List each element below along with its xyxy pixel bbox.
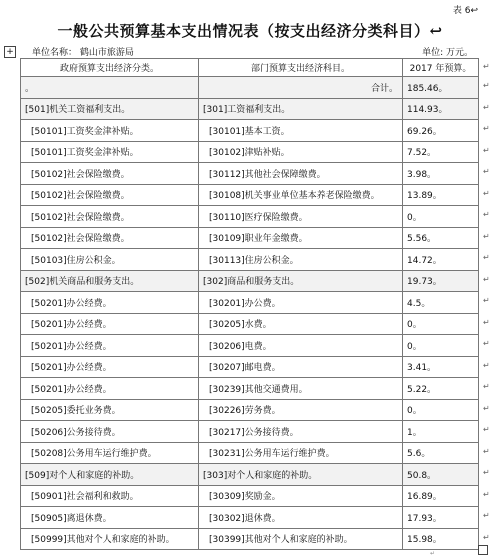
paragraph-mark: ↵ <box>430 550 436 557</box>
budget-amount-cell: 14.72。 <box>403 249 479 271</box>
dept-classification-cell: [30108]机关事业单位基本养老保险缴费。 <box>199 184 403 206</box>
dept-classification-cell: [302]商品和服务支出。 <box>199 270 403 292</box>
row-end-mark: ↵ <box>483 210 490 220</box>
table-row <box>21 356 479 378</box>
row-end-mark: ↵ <box>483 102 490 112</box>
header-dept-classification: 部门预算支出经济科目。 <box>199 59 403 77</box>
gov-classification-cell: [50102]社会保险缴费。 <box>21 163 199 185</box>
dept-classification-cell: 合计。 <box>199 77 403 99</box>
gov-classification-cell: [50905]离退休费。 <box>21 507 199 529</box>
gov-classification-cell: [50205]委托业务费。 <box>21 399 199 421</box>
budget-amount-cell: 3.41。 <box>403 356 479 378</box>
dept-classification-cell: [30101]基本工资。 <box>199 120 403 142</box>
table-row <box>21 399 479 421</box>
gov-classification-cell: [509]对个人和家庭的补助。 <box>21 464 199 486</box>
row-end-mark: ↵ <box>483 468 490 478</box>
budget-amount-cell: 0。 <box>403 335 479 357</box>
unit-name-label: 单位名称： 鹤山市旅游局 <box>32 48 134 58</box>
gov-classification-cell: [50102]社会保险缴费。 <box>21 184 199 206</box>
table-row <box>21 507 479 529</box>
row-end-mark: ↵ <box>483 81 490 91</box>
dept-classification-cell: [303]对个人和家庭的补助。 <box>199 464 403 486</box>
gov-classification-cell: [50101]工资奖金津补贴。 <box>21 141 199 163</box>
row-end-mark: ↵ <box>483 446 490 456</box>
header-budget-2017: 2017 年预算。 <box>403 59 479 77</box>
gov-classification-cell: [50208]公务用车运行维护费。 <box>21 442 199 464</box>
header-gov-classification: 政府预算支出经济分类。 <box>21 59 199 77</box>
document-title: 一般公共预算基本支出情况表（按支出经济分类科目）↩ <box>57 22 443 40</box>
table-row <box>21 313 479 335</box>
row-end-mark: ↵ <box>483 532 490 542</box>
table-row <box>21 464 479 486</box>
table-row <box>21 249 479 271</box>
table-row <box>21 421 479 443</box>
budget-amount-cell: 17.93。 <box>403 507 479 529</box>
gov-classification-cell: 。 <box>21 77 199 99</box>
row-end-mark: ↵ <box>483 511 490 521</box>
table-header-row <box>21 59 479 77</box>
budget-amount-cell: 5.22。 <box>403 378 479 400</box>
dept-classification-cell: [30102]津贴补贴。 <box>199 141 403 163</box>
dept-classification-cell: [30112]其他社会保障缴费。 <box>199 163 403 185</box>
gov-classification-cell: [50102]社会保险缴费。 <box>21 206 199 228</box>
gov-classification-cell: [50901]社会福利和救助。 <box>21 485 199 507</box>
table-row <box>21 141 479 163</box>
row-end-mark: ↵ <box>483 489 490 499</box>
table-row <box>21 206 479 228</box>
row-end-mark: ↵ <box>483 317 490 327</box>
dept-classification-cell: [30302]退休费。 <box>199 507 403 529</box>
gov-classification-cell: [50201]办公经费。 <box>21 356 199 378</box>
budget-amount-cell: 114.93。 <box>403 98 479 120</box>
row-end-mark: ↵ <box>483 61 490 71</box>
table-row <box>21 485 479 507</box>
row-end-mark: ↵ <box>483 296 490 306</box>
budget-amount-cell: 15.98。 <box>403 528 479 550</box>
row-end-mark: ↵ <box>483 382 490 392</box>
dept-classification-cell: [30309]奖励金。 <box>199 485 403 507</box>
budget-amount-cell: 4.5。 <box>403 292 479 314</box>
currency-unit-label: 单位: 万元。 <box>422 48 473 58</box>
table-resize-handle-icon[interactable] <box>478 545 488 555</box>
gov-classification-cell: [50103]住房公积金。 <box>21 249 199 271</box>
budget-amount-cell: 7.52。 <box>403 141 479 163</box>
table-row <box>21 163 479 185</box>
budget-amount-cell: 0。 <box>403 399 479 421</box>
dept-classification-cell: [30239]其他交通费用。 <box>199 378 403 400</box>
gov-classification-cell: [50201]办公经费。 <box>21 313 199 335</box>
gov-classification-cell: [50201]办公经费。 <box>21 378 199 400</box>
row-end-mark: ↵ <box>483 231 490 241</box>
table-row <box>21 184 479 206</box>
row-end-mark: ↵ <box>483 253 490 263</box>
budget-amount-cell: 69.26。 <box>403 120 479 142</box>
gov-classification-cell: [50201]办公经费。 <box>21 292 199 314</box>
table-row <box>21 442 479 464</box>
gov-classification-cell: [50102]社会保险缴费。 <box>21 227 199 249</box>
budget-amount-cell: 3.98。 <box>403 163 479 185</box>
budget-amount-cell: 50.8。 <box>403 464 479 486</box>
row-end-mark: ↵ <box>483 425 490 435</box>
row-end-mark: ↵ <box>483 339 490 349</box>
budget-amount-cell: 0。 <box>403 206 479 228</box>
table-row <box>21 528 479 550</box>
budget-amount-cell: 5.6。 <box>403 442 479 464</box>
gov-classification-cell: [501]机关工资福利支出。 <box>21 98 199 120</box>
budget-amount-cell: 13.89。 <box>403 184 479 206</box>
dept-classification-cell: [30399]其他对个人和家庭的补助。 <box>199 528 403 550</box>
table-number: 表 6↩ <box>452 6 478 16</box>
gov-classification-cell: [50206]公务接待费。 <box>21 421 199 443</box>
dept-classification-cell: [30205]水费。 <box>199 313 403 335</box>
row-end-mark: ↵ <box>483 403 490 413</box>
row-end-mark: ↵ <box>483 145 490 155</box>
budget-amount-cell: 19.73。 <box>403 270 479 292</box>
table-row <box>21 120 479 142</box>
dept-classification-cell: [30201]办公费。 <box>199 292 403 314</box>
gov-classification-cell: [50101]工资奖金津补贴。 <box>21 120 199 142</box>
dept-classification-cell: [301]工资福利支出。 <box>199 98 403 120</box>
table-move-handle-icon[interactable]: + <box>4 46 16 58</box>
table-row <box>21 335 479 357</box>
table-row <box>21 98 479 120</box>
budget-amount-cell: 1。 <box>403 421 479 443</box>
budget-amount-cell: 0。 <box>403 313 479 335</box>
row-end-mark: ↵ <box>483 167 490 177</box>
dept-classification-cell: [30226]劳务费。 <box>199 399 403 421</box>
table-row <box>21 270 479 292</box>
dept-classification-cell: [30207]邮电费。 <box>199 356 403 378</box>
table-row <box>21 227 479 249</box>
table-row <box>21 378 479 400</box>
row-end-mark: ↵ <box>483 188 490 198</box>
gov-classification-cell: [502]机关商品和服务支出。 <box>21 270 199 292</box>
dept-classification-cell: [30109]职业年金缴费。 <box>199 227 403 249</box>
budget-amount-cell: 16.89。 <box>403 485 479 507</box>
budget-amount-cell: 5.56。 <box>403 227 479 249</box>
table-row <box>21 292 479 314</box>
dept-classification-cell: [30110]医疗保险缴费。 <box>199 206 403 228</box>
dept-classification-cell: [30231]公务用车运行维护费。 <box>199 442 403 464</box>
dept-classification-cell: [30113]住房公积金。 <box>199 249 403 271</box>
table-row <box>21 77 479 99</box>
dept-classification-cell: [30206]电费。 <box>199 335 403 357</box>
budget-amount-cell: 185.46。 <box>403 77 479 99</box>
gov-classification-cell: [50999]其他对个人和家庭的补助。 <box>21 528 199 550</box>
row-end-mark: ↵ <box>483 274 490 284</box>
gov-classification-cell: [50201]办公经费。 <box>21 335 199 357</box>
dept-classification-cell: [30217]公务接待费。 <box>199 421 403 443</box>
row-end-mark: ↵ <box>483 360 490 370</box>
row-end-mark: ↵ <box>483 124 490 134</box>
budget-table <box>20 58 479 550</box>
